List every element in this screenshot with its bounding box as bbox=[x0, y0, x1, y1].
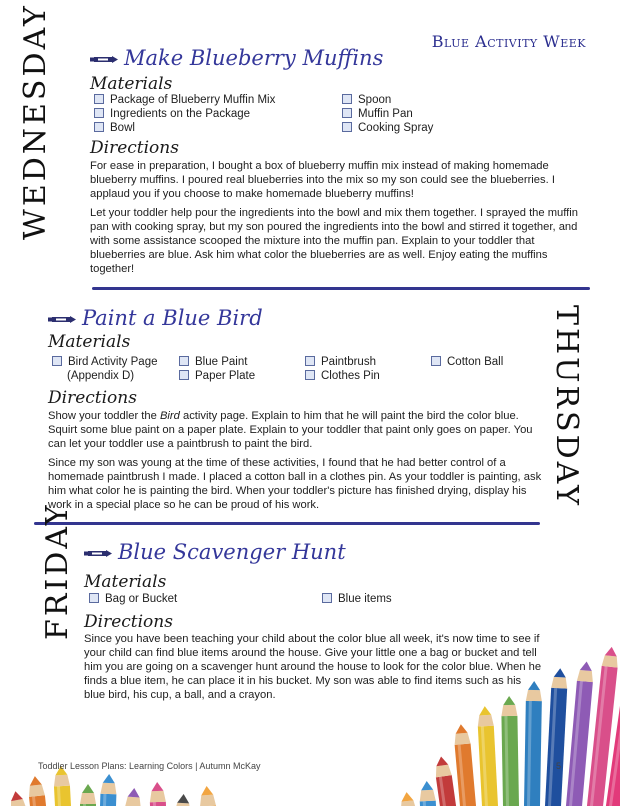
checkbox-icon bbox=[179, 370, 189, 380]
directions-text bbox=[90, 159, 580, 281]
directions-paragraph: Since you have been teaching your child about the color blue all week, it's now time to see if your child can find blue items around the house. Give your little one a bag or bucket and tell him you are going on a scavenger hunt around the house to look for the color blue. When he finds a blue item, he can place it in his bucket. My son was able to find items such as his blue bird, his cup, a ball, and a crayon. bbox=[84, 633, 542, 701]
materials-heading: Materials bbox=[48, 332, 131, 352]
materials-heading: Materials bbox=[84, 572, 167, 592]
checkbox-icon bbox=[89, 593, 99, 603]
activity-title-text: Blue Scavenger Hunt bbox=[118, 540, 346, 564]
materials-column-1 bbox=[94, 93, 275, 135]
day-label-friday: FRIDAY bbox=[40, 502, 75, 640]
materials-column-1 bbox=[89, 592, 177, 606]
materials-column-4 bbox=[431, 355, 503, 369]
material-item: (Appendix D) bbox=[67, 370, 135, 382]
material-item: Ingredients on the Package bbox=[94, 107, 275, 121]
directions-paragraph: Let your toddler help pour the ingredients into the bowl and mix them together. I sprayed the muffin pan with cooking spray, but my son poured the ingredients into the bowl and stirred it together, and with some assistance scooped the mixture into the muffin pan. Explain to your toddler that blueberries are blue. Ask him what color the blueberries are as well. Enjoy eating the muffins together! bbox=[90, 207, 578, 275]
checkbox-icon bbox=[305, 356, 315, 366]
material-item: Cooking Spray bbox=[342, 121, 433, 135]
pencil-shape bbox=[80, 784, 96, 806]
crayon-icon bbox=[48, 315, 76, 324]
material-item: Bird Activity Page bbox=[52, 355, 157, 369]
materials-column-1 bbox=[52, 355, 157, 383]
pencil-shape bbox=[53, 766, 74, 806]
activity-title-muffins bbox=[90, 46, 383, 70]
page-number: 5 bbox=[556, 761, 562, 771]
directions-heading: Directions bbox=[90, 138, 179, 158]
pencil-shape bbox=[542, 668, 568, 806]
pencil-shape bbox=[121, 787, 142, 806]
directions-paragraph: Show your toddler the Bird activity page. Explain to him that he will paint the bird the color blue. Squirt some blue paint on a paper plate. Explain to your toddler that paint only goes on paper. You can let your toddler use a paintbrush to paint the bird. bbox=[48, 410, 533, 450]
material-item: Paper Plate bbox=[179, 369, 255, 383]
directions-text bbox=[48, 409, 548, 517]
checkbox-icon bbox=[431, 356, 441, 366]
pencil-shape bbox=[199, 785, 221, 806]
materials-column-3 bbox=[305, 355, 380, 383]
checkbox-icon bbox=[52, 356, 62, 366]
activity-title-text: Make Blueberry Muffins bbox=[124, 46, 384, 70]
activity-title-scavenger bbox=[84, 540, 346, 564]
pencil-shape bbox=[149, 782, 168, 806]
material-item: Bag or Bucket bbox=[89, 592, 177, 606]
material-item: Clothes Pin bbox=[305, 369, 380, 383]
pencil-shape bbox=[399, 791, 423, 806]
material-item: Muffin Pan bbox=[342, 107, 433, 121]
activity-title-text: Paint a Blue Bird bbox=[82, 306, 263, 330]
crayon-icon bbox=[90, 55, 118, 64]
section-divider bbox=[34, 522, 540, 525]
material-item: Bowl bbox=[94, 121, 275, 135]
materials-heading: Materials bbox=[90, 74, 173, 94]
directions-paragraph: For ease in preparation, I bought a box of blueberry muffin mix instead of making homemade blueberry muffins. I poured real blueberries into the mix so my son could see the blueberries. I applaud you if you choose to make homemade blueberry muffins! bbox=[90, 160, 555, 200]
directions-heading: Directions bbox=[48, 388, 137, 408]
checkbox-icon bbox=[305, 370, 315, 380]
material-item: Blue Paint bbox=[179, 355, 255, 369]
checkbox-icon bbox=[342, 122, 352, 132]
pencil-shape bbox=[27, 775, 52, 806]
day-label-thursday: THURSDAY bbox=[549, 305, 584, 508]
checkbox-icon bbox=[322, 593, 332, 603]
crayon-icon bbox=[84, 549, 112, 558]
checkbox-icon bbox=[342, 108, 352, 118]
pencil-shape bbox=[477, 706, 501, 806]
checkbox-icon bbox=[94, 108, 104, 118]
day-label-wednesday: WEDNESDAY bbox=[18, 3, 53, 240]
materials-column-2 bbox=[342, 93, 433, 135]
page-header-title: Blue Activity Week bbox=[431, 32, 586, 51]
pencil-shape bbox=[419, 781, 439, 806]
material-item: Spoon bbox=[342, 93, 433, 107]
directions-paragraph: Since my son was young at the time of these activities, I found that he had better control of a homemade paintbrush I made. I placed a cotton ball in a clothes pin. As your toddler is painting, ask him what color he is painting the bird. When your toddler's picture has finished drying, display his work in a special place so he can be proud of his work. bbox=[48, 457, 542, 511]
directions-text bbox=[84, 632, 544, 707]
material-item: Blue items bbox=[322, 592, 392, 606]
checkbox-icon bbox=[342, 94, 352, 104]
checkbox-icon bbox=[179, 356, 189, 366]
material-item: Package of Blueberry Muffin Mix bbox=[94, 93, 275, 107]
footer-credit: Toddler Lesson Plans: Learning Colors | Autumn McKay bbox=[38, 761, 261, 771]
checkbox-icon bbox=[94, 122, 104, 132]
activity-title-bird bbox=[48, 306, 263, 330]
materials-column-2 bbox=[179, 355, 255, 383]
section-divider bbox=[92, 287, 590, 290]
pencil-shape bbox=[172, 794, 192, 806]
material-item: Paintbrush bbox=[305, 355, 380, 369]
pencil-shape bbox=[501, 696, 520, 806]
material-item: Cotton Ball bbox=[431, 355, 503, 369]
checkbox-icon bbox=[94, 94, 104, 104]
materials-column-2 bbox=[322, 592, 392, 606]
pencil-shape bbox=[98, 774, 117, 806]
directions-heading: Directions bbox=[84, 612, 173, 632]
pencil-shape bbox=[453, 724, 481, 806]
